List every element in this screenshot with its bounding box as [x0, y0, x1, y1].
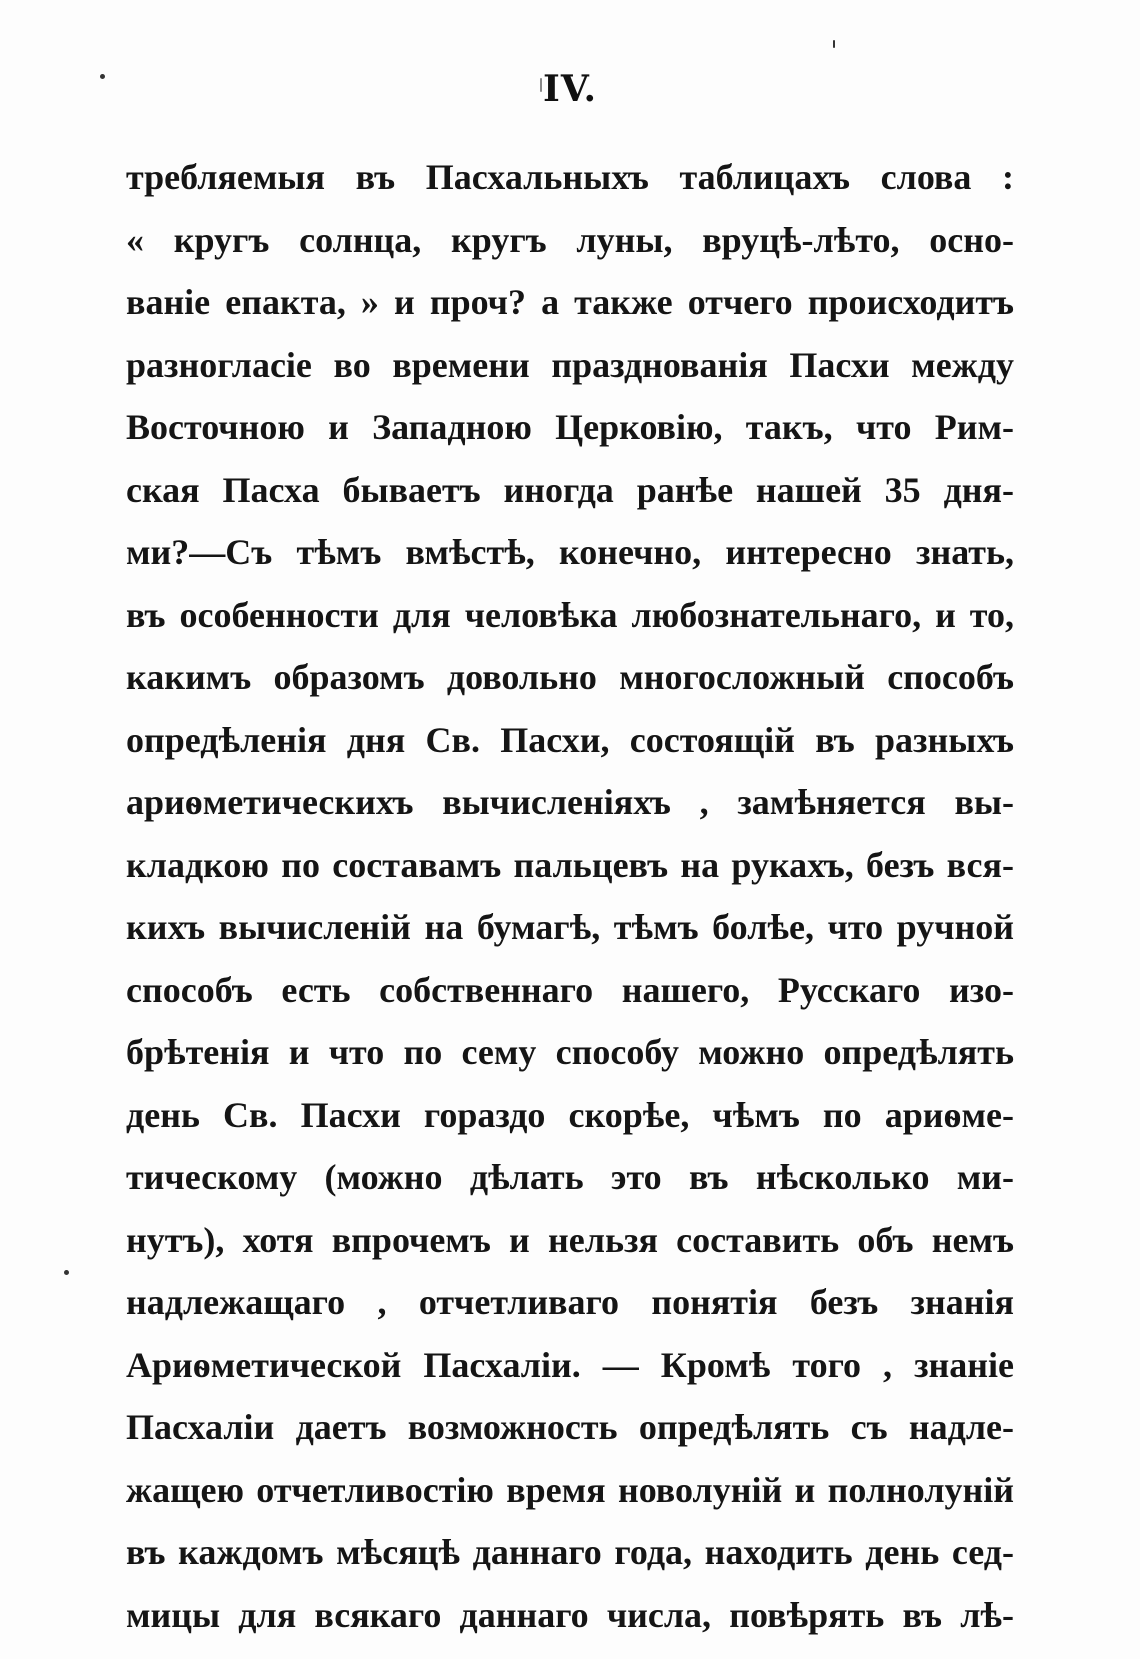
text-line: день Св. Пасхи гораздо скорѣе, чѣмъ по ариѳме-: [126, 1094, 1014, 1135]
text-line: опредѣленія дня Св. Пасхи, состоящій въ разныхъ: [126, 719, 1014, 760]
text-line: какимъ образомъ довольно многосложный способъ: [126, 657, 1014, 697]
text-line: разногласіе во времени празднованія Пасхи между: [126, 344, 1014, 385]
text-line: кихъ вычисленій на бумагѣ, тѣмъ болѣе, что ручной: [126, 907, 1014, 947]
print-speck: [833, 40, 835, 48]
text-line: ми?—Съ тѣмъ вмѣстѣ, конечно, интересно знать,: [126, 532, 1014, 572]
text-line: брѣтенія и что по сему способу можно опредѣлять: [126, 1032, 1014, 1072]
text-line: Ариѳметической Пасхаліи. — Кромѣ того , знаніе: [126, 1344, 1014, 1385]
text-line: мицы для всякаго даннаго числа, повѣрять въ лѣ-: [126, 1594, 1014, 1635]
text-line: ская Пасха бываетъ иногда ранѣе нашей 35 дня-: [126, 469, 1014, 510]
page-number: IV.: [542, 68, 597, 110]
text-line: Пасхаліи даетъ возможность опредѣлять съ надле-: [126, 1407, 1014, 1447]
text-line: тическому (можно дѣлать это въ нѣсколько ми-: [126, 1157, 1014, 1197]
print-speck: [64, 1270, 69, 1275]
text-line: способъ есть собственнаго нашего, Русскаго изо-: [126, 969, 1014, 1010]
text-line: жащею отчетливостію время новолуній и полнолуній: [126, 1469, 1014, 1510]
text-line: нутъ), хотя впрочемъ и нельзя составить объ немъ: [126, 1219, 1014, 1260]
text-line: кладкою по составамъ пальцевъ на рукахъ, безъ вся-: [126, 844, 1014, 885]
text-line: Восточною и Западною Церковію, такъ, что Рим-: [126, 407, 1014, 447]
text-line: надлежащаго , отчетливаго понятія безъ знанія: [126, 1282, 1014, 1322]
text-line: « кругъ солнца, кругъ луны, вруцѣ-лѣто, осно-: [126, 219, 1014, 260]
text-line: ариѳметическихъ вычисленіяхъ , замѣняется вы-: [126, 782, 1014, 822]
body-text: [126, 146, 1014, 1646]
text-line: ваніе епакта, » и проч? а также отчего происходитъ: [126, 282, 1014, 322]
text-line: въ каждомъ мѣсяцѣ даннаго года, находить день сед-: [126, 1532, 1014, 1572]
text-line: въ особенности для человѣка любознательнаго, и то,: [126, 594, 1014, 635]
text-line: требляемыя въ Пасхальныхъ таблицахъ слова :: [126, 157, 1014, 197]
